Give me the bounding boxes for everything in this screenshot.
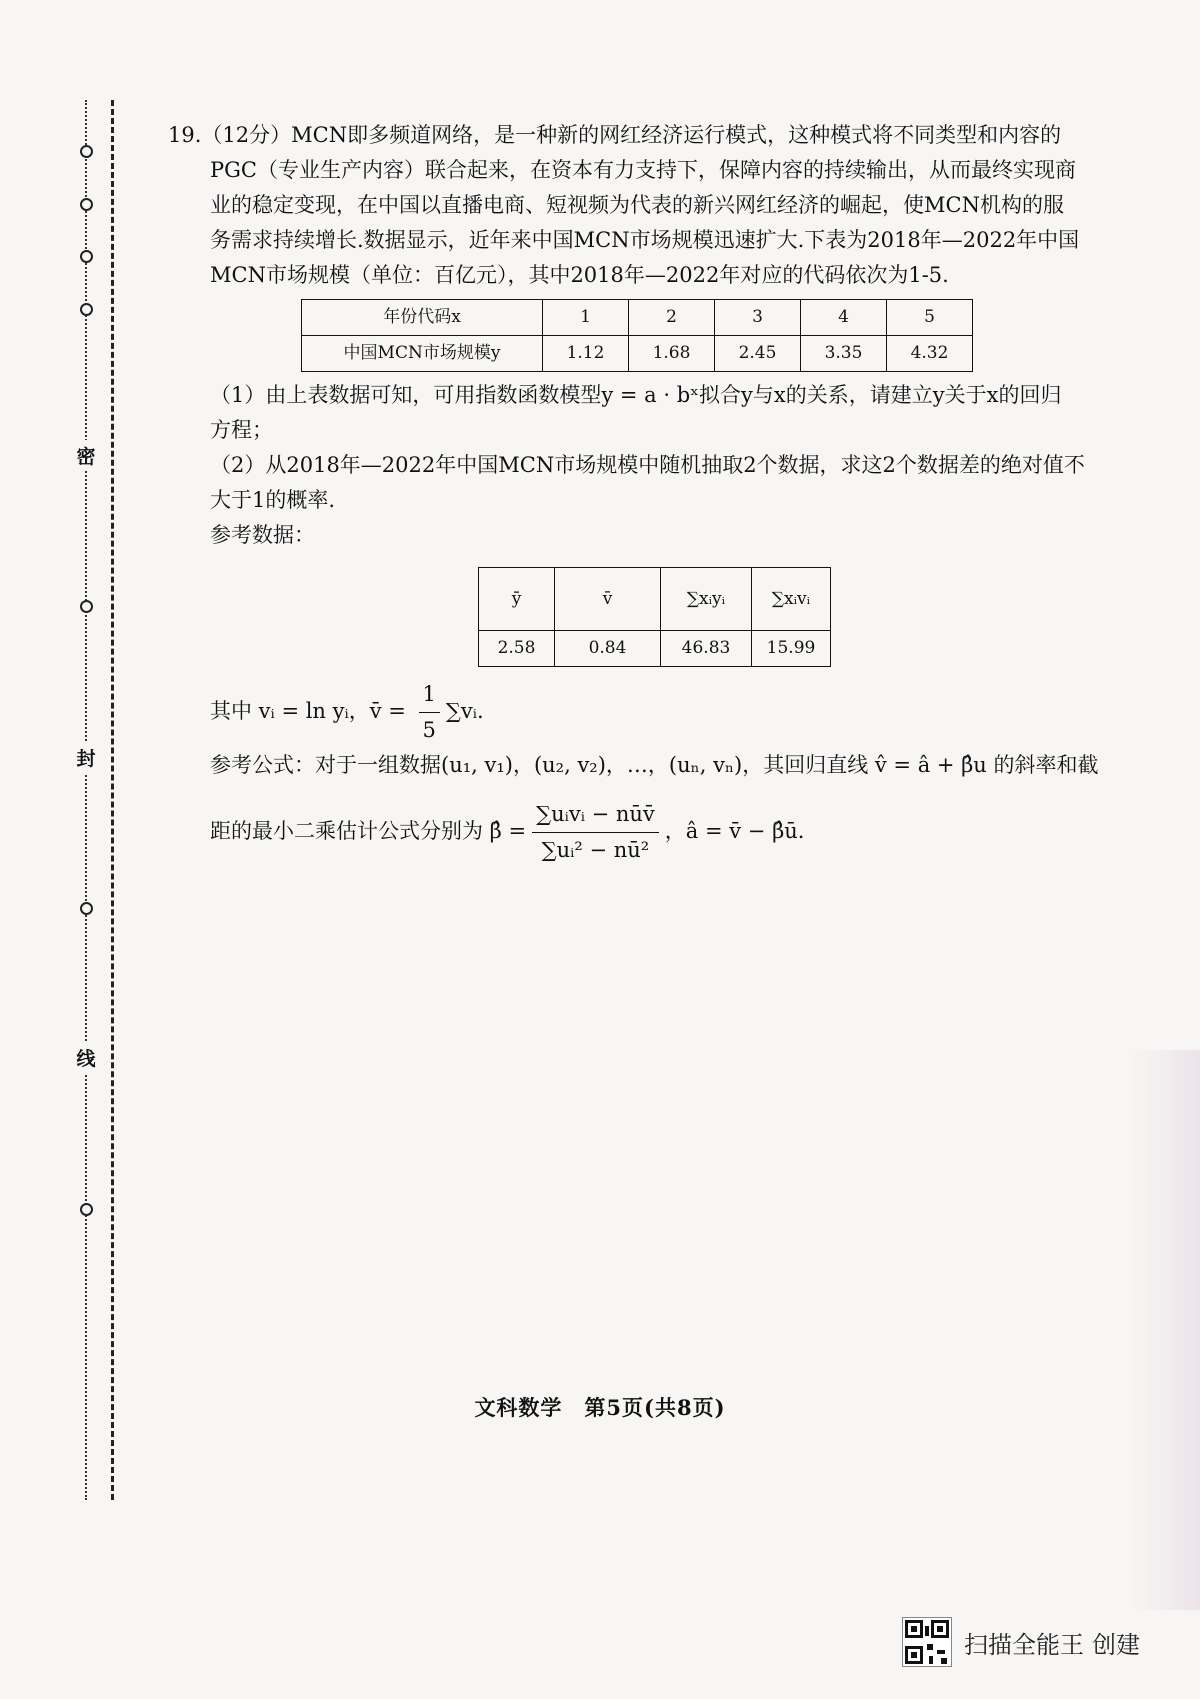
table-row bbox=[302, 336, 973, 372]
qr-code-icon bbox=[902, 1617, 952, 1667]
binding-hole-icon bbox=[80, 902, 93, 915]
seal-line-margin bbox=[78, 100, 118, 1500]
seal-char-mi: 密 bbox=[72, 440, 100, 471]
reference-formula-line: 参考公式：对于一组数据(u₁, v₁)，(u₂, v₂)，…，(uₙ, vₙ)，其回归直线 v̂ = â + β̂u 的斜率和截 bbox=[210, 753, 1099, 777]
table-cell: 4.32 bbox=[887, 336, 973, 372]
scanner-watermark bbox=[902, 1617, 1140, 1667]
fraction: $\frac{1}{5}$ bbox=[419, 677, 440, 748]
seal-char-feng: 封 bbox=[72, 742, 100, 773]
table-cell: 2.45 bbox=[715, 336, 801, 372]
reference-data-table bbox=[478, 567, 831, 667]
table-cell: 0.84 bbox=[555, 631, 661, 667]
part-1-line: （1）由上表数据可知，可用指数函数模型y = a · bˣ拟合y与x的关系，请建立y关于x的回归 bbox=[210, 383, 1062, 407]
scanner-label: 扫描全能王 创建 bbox=[964, 1630, 1140, 1659]
question-intro-line: MCN市场规模（单位：百亿元），其中2018年—2022年对应的代码依次为1-5. bbox=[210, 263, 949, 287]
binding-hole-icon bbox=[80, 600, 93, 613]
binding-hole-icon bbox=[80, 1203, 93, 1216]
table-header: 年份代码x bbox=[302, 300, 543, 336]
table-cell: 3.35 bbox=[801, 336, 887, 372]
page-footer: 文科数学 第5页(共8页) bbox=[474, 1395, 726, 1420]
where-definition: 其中 vᵢ = ln yᵢ，v̄ = $\frac{1}{5}$ ∑vᵢ. bbox=[168, 677, 1128, 748]
table-cell: 3 bbox=[715, 300, 801, 336]
part-2-line: 大于1的概率. bbox=[210, 488, 336, 512]
reference-data-label: 参考数据： bbox=[210, 523, 315, 547]
table-cell: 5 bbox=[887, 300, 973, 336]
question-number: 19. bbox=[168, 123, 202, 147]
table-cell: 15.99 bbox=[752, 631, 831, 667]
question-intro-line: 务需求持续增长.数据显示，近年来中国MCN市场规模迅速扩大.下表为2018年—2022年中国 bbox=[210, 228, 1080, 252]
table-header: ∑xᵢvᵢ bbox=[752, 568, 831, 631]
seal-char-xian: 线 bbox=[72, 1042, 100, 1073]
market-size-table bbox=[301, 299, 973, 372]
binding-hole-icon bbox=[80, 250, 93, 263]
question-intro-line: PGC（专业生产内容）联合起来，在资本有力支持下，保障内容的持续输出，从而最终实现商 bbox=[210, 158, 1076, 182]
table-row bbox=[479, 568, 831, 631]
least-squares-formula: 距的最小二乘估计公式分别为 β̂ = $\frac{\text{∑uᵢvᵢ − nūv̄}}{\text{∑uᵢ² − nū²}}$ ，â = v̄ − β̂ū. bbox=[168, 797, 1128, 868]
table-cell: 4 bbox=[801, 300, 887, 336]
table-header: 中国MCN市场规模y bbox=[302, 336, 543, 372]
part-2-line: （2）从2018年—2022年中国MCN市场规模中随机抽取2个数据，求这2个数据差的绝对值不 bbox=[210, 453, 1085, 477]
slope-fraction: $\frac{\text{∑uᵢvᵢ − nūv̄}}{\text{∑uᵢ² − nū²}}$ bbox=[532, 797, 659, 868]
table-cell: 2.58 bbox=[479, 631, 555, 667]
table-row bbox=[302, 300, 973, 336]
binding-hole-icon bbox=[80, 303, 93, 316]
table-cell: 46.83 bbox=[661, 631, 752, 667]
question-points: （12分） bbox=[201, 123, 292, 147]
table-row bbox=[479, 631, 831, 667]
question-19 bbox=[168, 118, 1128, 868]
table-cell: 1.68 bbox=[629, 336, 715, 372]
binding-hole-icon bbox=[80, 198, 93, 211]
binding-hole-icon bbox=[80, 145, 93, 158]
table-header: ∑xᵢyᵢ bbox=[661, 568, 752, 631]
question-intro-line: 业的稳定变现，在中国以直播电商、短视频为代表的新兴网红经济的崛起，使MCN机构的服 bbox=[210, 193, 1064, 217]
dashed-cut-line bbox=[111, 100, 114, 1500]
table-header: v̄ bbox=[555, 568, 661, 631]
table-cell: 2 bbox=[629, 300, 715, 336]
page-edge-shadow bbox=[1130, 1050, 1200, 1610]
table-cell: 1.12 bbox=[543, 336, 629, 372]
table-cell: 1 bbox=[543, 300, 629, 336]
question-intro-line: 19.（12分）MCN即多频道网络，是一种新的网红经济运行模式，这种模式将不同类型和内容的 bbox=[168, 123, 1062, 147]
part-1-line: 方程； bbox=[210, 418, 273, 442]
table-header: ȳ bbox=[479, 568, 555, 631]
